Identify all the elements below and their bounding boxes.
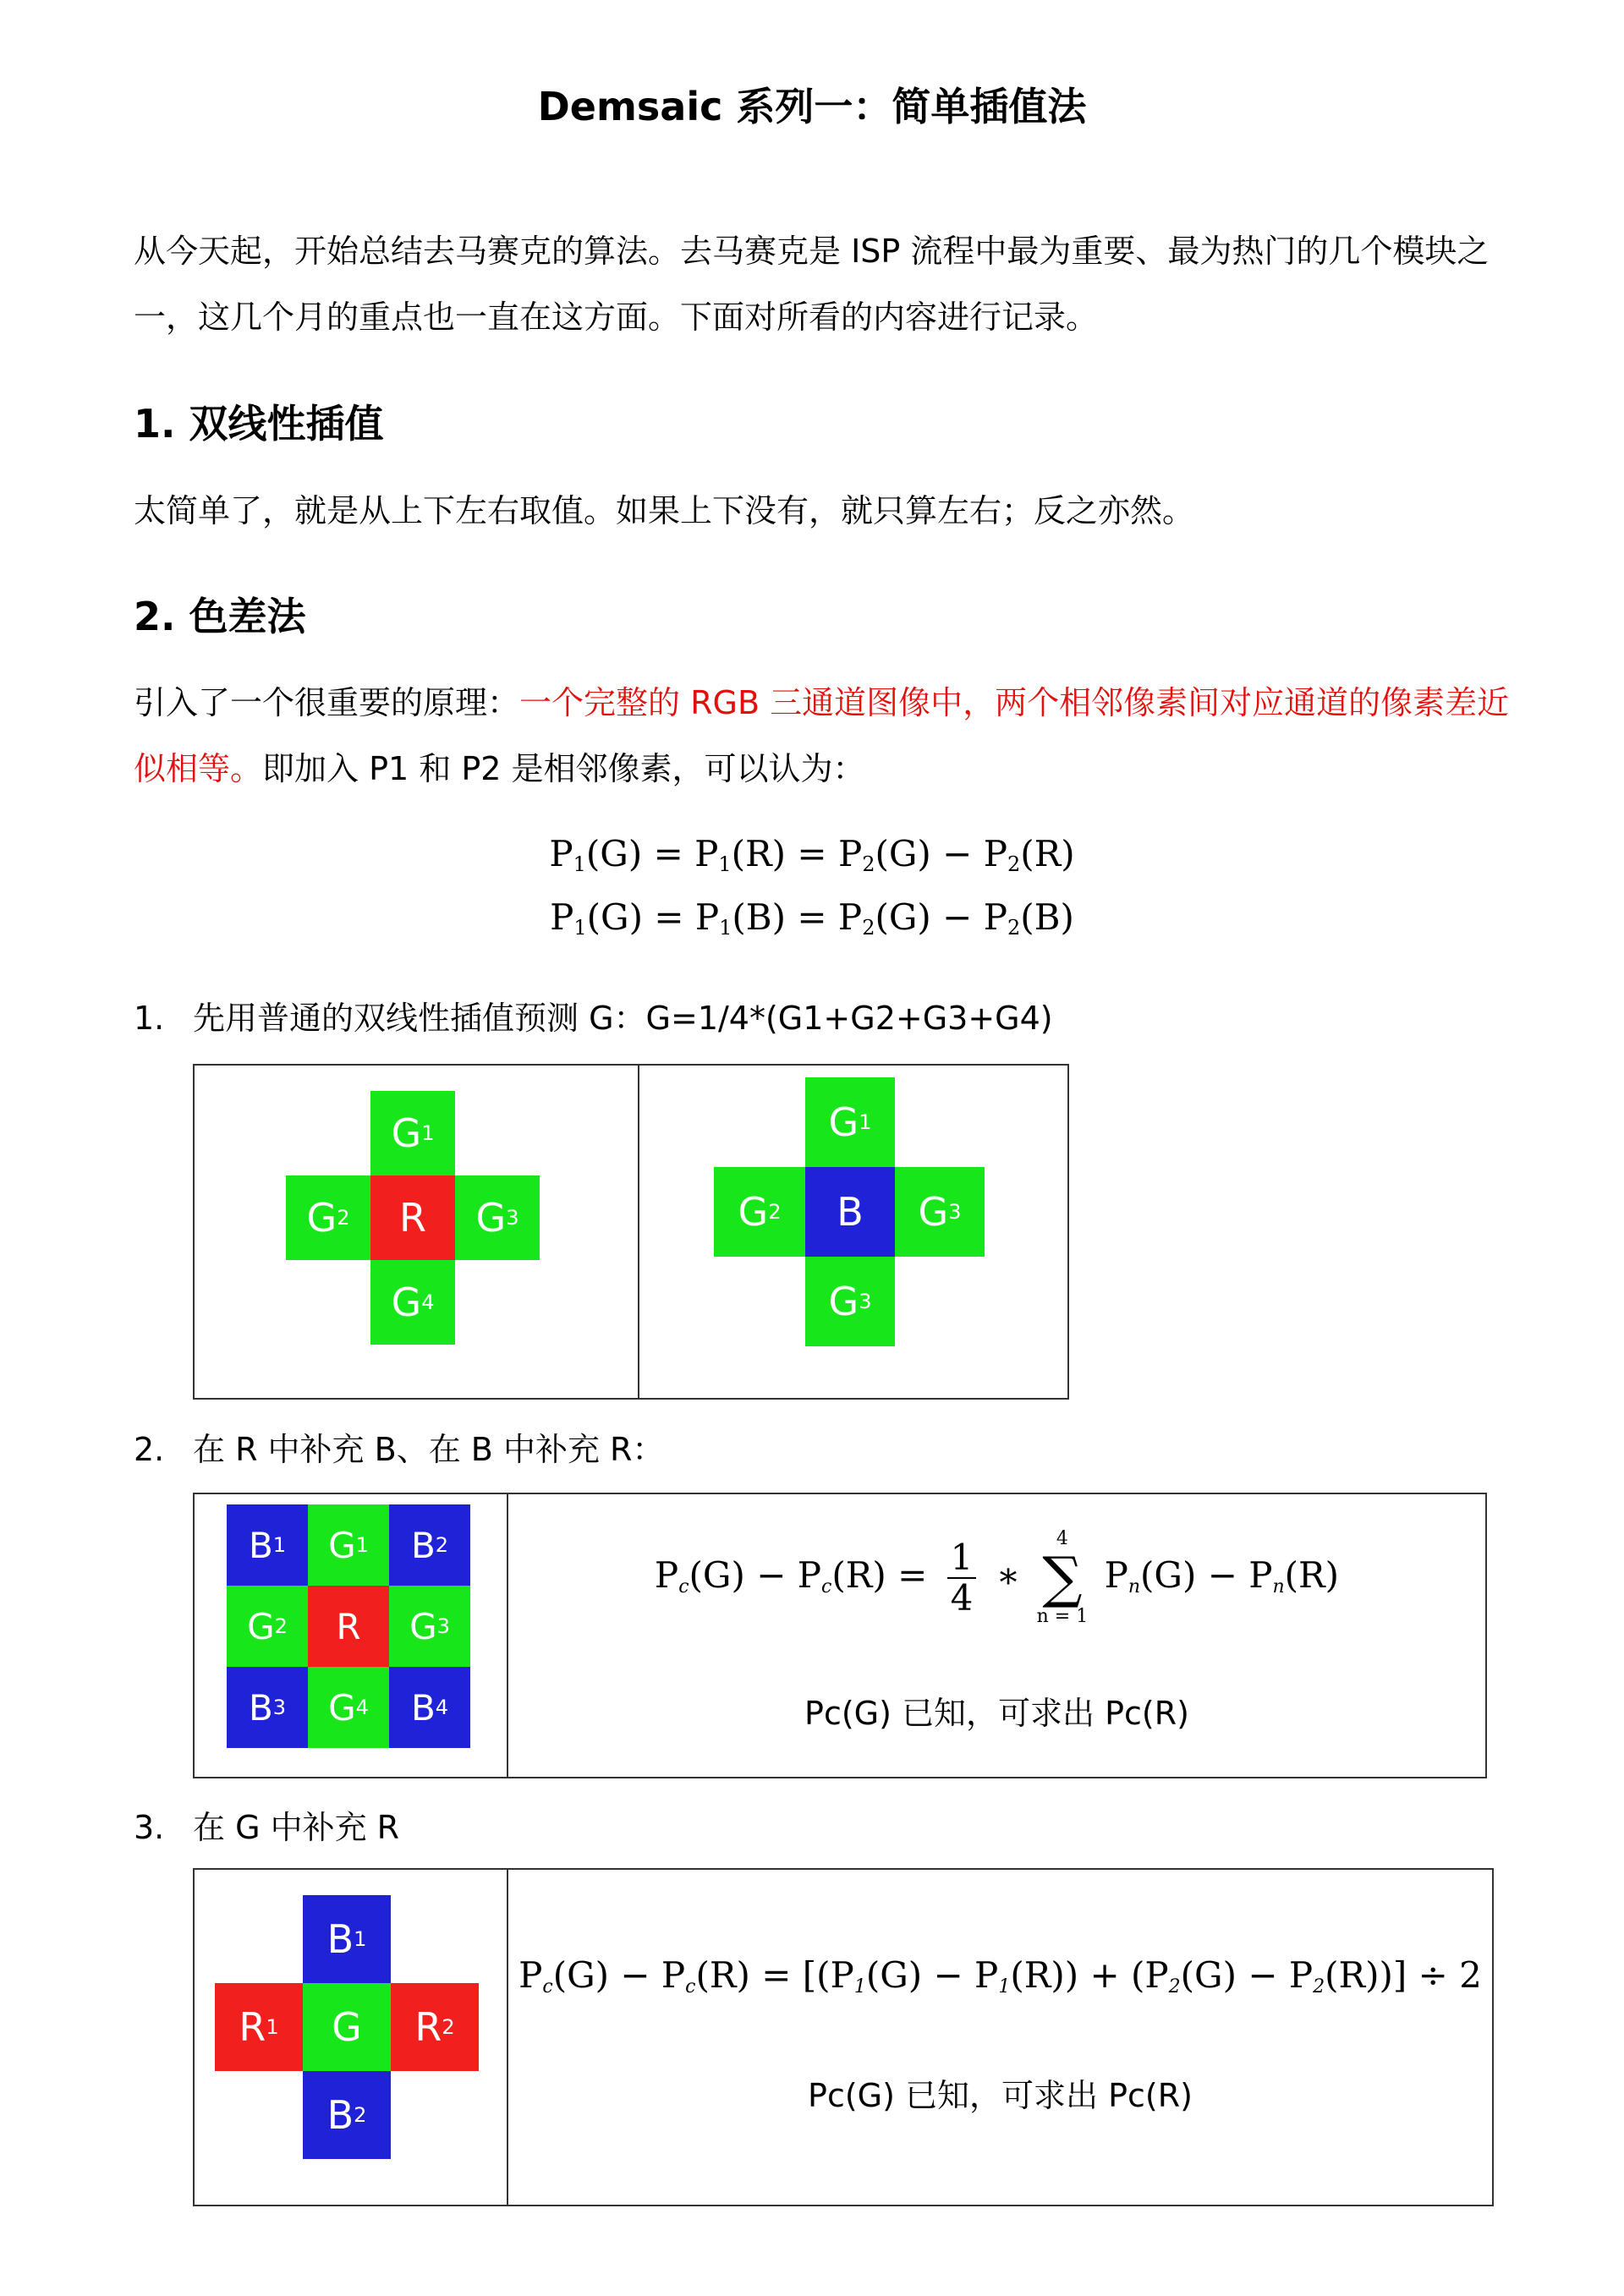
- step-1: [134, 992, 1053, 1038]
- section2-tail: 即加入 P1 和 P2 是相邻像素，可以认为：: [262, 750, 865, 787]
- section2-paragraph: [134, 670, 1512, 802]
- cell-g1: G 1: [370, 1091, 455, 1175]
- cell-r-center: R: [370, 1175, 455, 1260]
- intro-paragraph: 从今天起，开始总结去马赛克的算法。去马赛克是 ISP 流程中最为重要、最为热门的几个模块之一，这几个月的重点也一直在这方面。下面对所看的内容进行记录。: [134, 233, 1490, 336]
- section1-heading: 1. 双线性插值: [134, 401, 384, 447]
- step-3-number: 3.: [134, 1809, 165, 1846]
- cell-g-center: G: [303, 1983, 391, 2071]
- cell-g3: G 3: [895, 1167, 985, 1257]
- step-1-figure-table: [193, 1064, 1069, 1400]
- cell-g2: G 2: [714, 1167, 805, 1257]
- cell-b-center: B: [805, 1167, 895, 1257]
- formula-3: $P_c(G) - P_c(R) = [(P_1(G) - P_1(R)) + (P_2(G) - P_2(R))] \div 2$: [518, 1954, 1482, 1997]
- cell-g4: G 4: [370, 1260, 455, 1345]
- equation-1: $P_1(G) = P_1(R) = P_2(G) - P_2(R)$: [549, 833, 1075, 876]
- cell-b4: B 4: [389, 1667, 470, 1748]
- step-3: [134, 1801, 399, 1848]
- cell-r1: R 1: [215, 1983, 303, 2071]
- step-2-figure-table: [193, 1493, 1487, 1778]
- step-3-text: 在 G 中补充 R: [193, 1809, 400, 1846]
- formula-2-lhs: $P_c(G) - P_c(R)$ =: [654, 1554, 928, 1597]
- summation: 4 ∑ n = 1: [1036, 1528, 1089, 1627]
- step-1-text: 先用普通的双线性插值预测 G：G=1/4*(G1+G2+G3+G4): [193, 1000, 1053, 1037]
- section2-lead: 引入了一个很重要的原理：: [134, 684, 520, 721]
- cell-b3: B 3: [227, 1667, 308, 1748]
- cell-g2: G 2: [286, 1175, 370, 1260]
- step-1-number: 1.: [134, 1000, 165, 1037]
- equation-2: $P_1(G) = P_1(B) = P_2(G) - P_2(B)$: [550, 896, 1074, 940]
- step-3-figure-table: [193, 1868, 1494, 2206]
- formula-2-rhs: $P_n(G) - P_n(R)$: [1104, 1554, 1340, 1597]
- cell-r-center: R: [308, 1586, 389, 1667]
- cell-g3: G 3: [455, 1175, 540, 1260]
- table-divider: [638, 1066, 639, 1398]
- table-divider: [507, 1870, 508, 2205]
- step-2-number: 2.: [134, 1431, 165, 1468]
- formula-2-note: Pc(G) 已知，可求出 Pc(R): [804, 1695, 1189, 1732]
- multiply-symbol: ∗: [996, 1554, 1021, 1596]
- formula-3-note: Pc(G) 已知，可求出 Pc(R): [808, 2077, 1193, 2114]
- section2-heading: 2. 色差法: [134, 594, 306, 639]
- step-2-text: 在 R 中补充 B、在 B 中补充 R：: [193, 1431, 665, 1468]
- section2-highlight: 一个完整的 RGB 三通道图像中，两个相邻像素间对应通道的像素差近似相等。: [134, 684, 1510, 787]
- cell-g1: G 1: [805, 1077, 895, 1167]
- cell-b1: B 1: [227, 1504, 308, 1586]
- cell-g3-bottom: G 3: [805, 1257, 895, 1346]
- fraction: $\frac{1}{4}$: [947, 1538, 977, 1618]
- formula-2: [508, 1528, 1485, 1628]
- cell-b2: B 2: [303, 2071, 391, 2159]
- cell-g2: G 2: [227, 1586, 308, 1667]
- page-title: Demsaic 系列一：简单插值法: [537, 84, 1087, 129]
- cell-b2: B 2: [389, 1504, 470, 1586]
- cell-g3: G 3: [389, 1586, 470, 1667]
- cell-b1: B 1: [303, 1895, 391, 1983]
- cell-r2: R 2: [391, 1983, 479, 2071]
- section1-text: 太简单了，就是从上下左右取值。如果上下没有，就只算左右；反之亦然。: [134, 492, 1195, 529]
- cell-g1: G 1: [308, 1504, 389, 1586]
- step-2: [134, 1423, 664, 1470]
- cell-g4: G 4: [308, 1667, 389, 1748]
